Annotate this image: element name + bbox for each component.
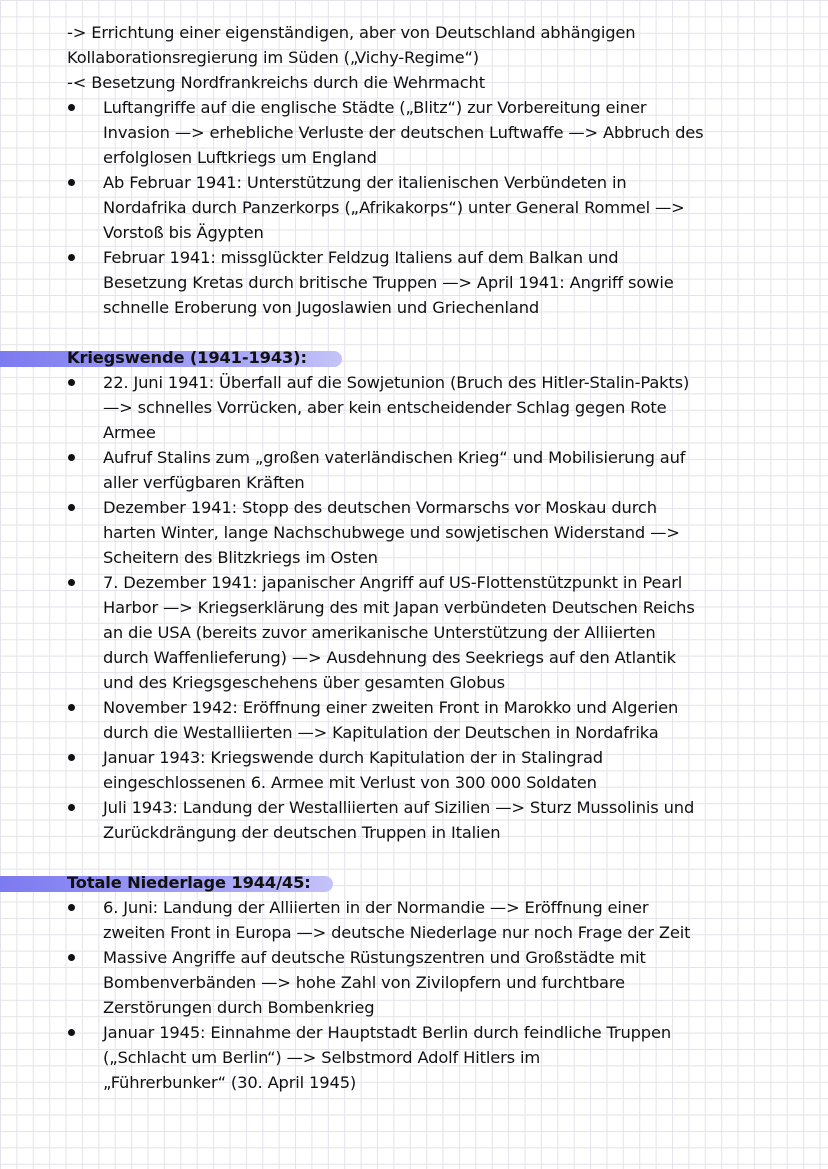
bullet-item: Dezember 1941: Stopp des deutschen Vormarschs vor Moskau durch harten Winter, lange Nachschubwege und sowjetischen Widerstand —> Scheitern des Blitzkriegs im Osten [103, 498, 680, 567]
bullet-dot-icon [68, 754, 75, 761]
bullet-item: Januar 1945: Einnahme der Hauptstadt Berlin durch feindliche Truppen („Schlacht um Berlin“) —> Selbstmord Adolf Hitlers im „Führerbunker“ (30. April 1945) [103, 1023, 672, 1092]
bullet-item: Luftangriffe auf die englische Städte („Blitz“) zur Vorbereitung einer Invasion —> erhebliche Verluste der deutschen Luftwaffe —> Abbruch des erfolglosen Luftkriegs um England [103, 98, 704, 167]
bullet-dot-icon [68, 179, 75, 186]
section-heading-text: Kriegswende (1941-1943): [67, 348, 307, 367]
intro-line: -< Besetzung Nordfrankreichs durch die Wehrmacht [67, 73, 485, 92]
bullet-dot-icon [68, 954, 75, 961]
bullet-item: Ab Februar 1941: Unterstützung der italienischen Verbündeten in Nordafrika durch Panzerkorps („Afrikakorps“) unter General Rommel —> Vorstoß bis Ägypten [103, 173, 685, 242]
bullet-item: Januar 1943: Kriegswende durch Kapitulation der in Stalingrad eingeschlossenen 6. Armee mit Verlust von 300 000 Soldaten [103, 748, 603, 792]
bullet-dot-icon [68, 379, 75, 386]
bullet-dot-icon [68, 904, 75, 911]
bullet-dot-icon [68, 579, 75, 586]
bullet-item: Juli 1943: Landung der Westalliierten auf Sizilien —> Sturz Mussolinis und Zurückdrängung der deutschen Truppen in Italien [103, 798, 695, 842]
bullet-item: Massive Angriffe auf deutsche Rüstungszentren und Großstädte mit Bombenverbänden —> hohe Zahl von Zivilopfern und furchtbare Zerstörungen durch Bombenkrieg [103, 948, 646, 1017]
bullet-dot-icon [68, 104, 75, 111]
bullet-dot-icon [68, 504, 75, 511]
bullet-dot-icon [68, 254, 75, 261]
bullet-dot-icon [68, 804, 75, 811]
bullet-item: 7. Dezember 1941: japanischer Angriff auf US-Flottenstützpunkt in Pearl Harbor —> Kriegserklärung des mit Japan verbündeten Deutschen Reichs an die USA (bereits zuvor amerikanische Unterstützung der Alliierten durch Waffenlieferung) —> Ausdehnung des Seekriegs auf den Atlantik und des Kriegsgeschehens über gesamten Globus [103, 573, 695, 692]
bullet-item: Aufruf Stalins zum „großen vaterländischen Krieg“ und Mobilisierung auf aller verfügbaren Kräften [103, 448, 686, 492]
bullet-dot-icon [68, 454, 75, 461]
bullet-item: November 1942: Eröffnung einer zweiten Front in Marokko und Algerien durch die Westalliierten —> Kapitulation der Deutschen in Nordafrika [103, 698, 679, 742]
intro-line: Kollaborationsregierung im Süden („Vichy-Regime“) [67, 48, 479, 67]
bullet-item: 6. Juni: Landung der Alliierten in der Normandie —> Eröffnung einer zweiten Front in Europa —> deutsche Niederlage nur noch Frage der Zeit [103, 898, 691, 942]
section-heading-text: Totale Niederlage 1944/45: [67, 873, 311, 892]
bullet-item: 22. Juni 1941: Überfall auf die Sowjetunion (Bruch des Hitler-Stalin-Pakts) —> schnelles Vorrücken, aber kein entscheidender Schlag gegen Rote Armee [103, 373, 690, 442]
intro-line: -> Errichtung einer eigenständigen, aber von Deutschland abhängigen [67, 23, 636, 42]
bullet-dot-icon [68, 704, 75, 711]
bullet-item: Februar 1941: missglückter Feldzug Italiens auf dem Balkan und Besetzung Kretas durch britische Truppen —> April 1941: Angriff sowie schnelle Eroberung von Jugoslawien und Griechenland [103, 248, 674, 317]
bullet-dot-icon [68, 1029, 75, 1036]
